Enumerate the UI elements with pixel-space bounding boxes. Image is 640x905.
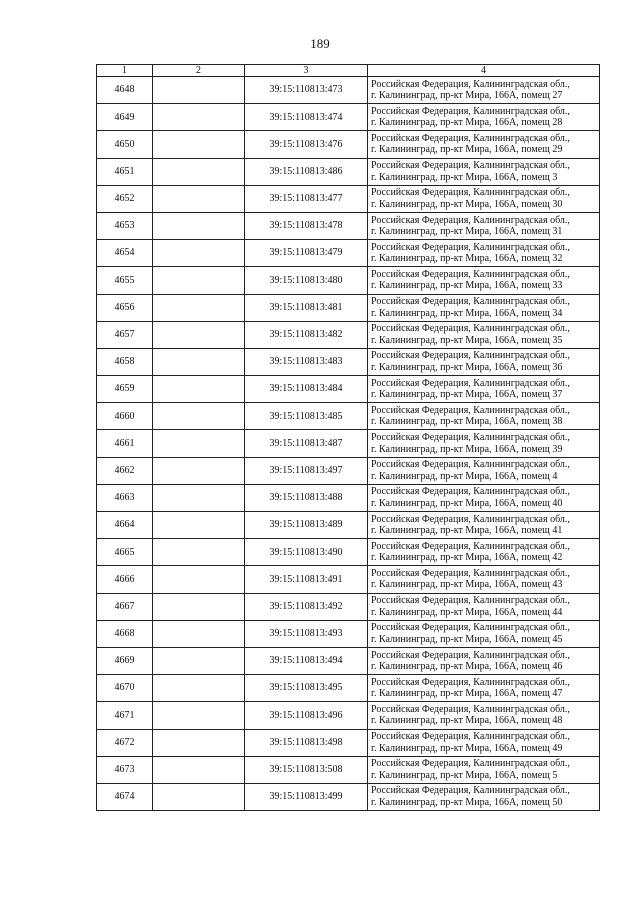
row-col-2 <box>153 376 245 403</box>
table-row <box>97 240 600 267</box>
address-line-1: Российская Федерация, Калининградская обл., <box>371 595 570 607</box>
address-cell <box>368 212 600 239</box>
address-line-2: г. Калининград, пр-кт Мира, 166А, помещ 27 <box>371 90 563 102</box>
row-number: 4649 <box>97 104 153 131</box>
address-line-2: г. Калининград, пр-кт Мира, 166А, помещ 30 <box>371 198 563 210</box>
row-number: 4667 <box>97 593 153 620</box>
table-body <box>97 77 600 811</box>
row-number: 4651 <box>97 158 153 185</box>
table-row <box>97 294 600 321</box>
address-cell <box>368 647 600 674</box>
row-col-2 <box>153 267 245 294</box>
address-line-2: г. Калининград, пр-кт Мира, 166А, помещ 40 <box>371 497 563 509</box>
row-number: 4652 <box>97 185 153 212</box>
address-line-2: г. Калининград, пр-кт Мира, 166А, помещ 49 <box>371 742 563 754</box>
table-row <box>97 783 600 810</box>
cadastral-number: 39:15:110813:497 <box>245 457 368 484</box>
row-number: 4656 <box>97 294 153 321</box>
address-line-1: Российская Федерация, Калининградская обл., <box>371 567 570 579</box>
address-line-2: г. Калининград, пр-кт Мира, 166А, помещ 46 <box>371 661 563 673</box>
address-line-1: Российская Федерация, Калининградская обл., <box>371 731 570 743</box>
address-line-1: Российская Федерация, Калининградская обл., <box>371 758 570 770</box>
address-line-1: Российская Федерация, Калининградская обл., <box>371 404 570 416</box>
address-line-2: г. Калининград, пр-кт Мира, 166А, помещ 32 <box>371 253 563 265</box>
row-col-2 <box>153 620 245 647</box>
row-number: 4665 <box>97 539 153 566</box>
address-cell <box>368 484 600 511</box>
address-line-1: Российская Федерация, Калининградская обл., <box>371 785 570 797</box>
row-col-2 <box>153 512 245 539</box>
cadastral-number: 39:15:110813:494 <box>245 647 368 674</box>
cadastral-number: 39:15:110813:508 <box>245 756 368 783</box>
table-row <box>97 158 600 185</box>
address-line-2: г. Калининград, пр-кт Мира, 166А, помещ 38 <box>371 416 563 428</box>
row-number: 4661 <box>97 430 153 457</box>
cadastral-number: 39:15:110813:473 <box>245 77 368 104</box>
cadastral-number: 39:15:110813:486 <box>245 158 368 185</box>
page-number: 189 <box>310 36 330 51</box>
cadastral-number: 39:15:110813:476 <box>245 131 368 158</box>
cadastral-number: 39:15:110813:480 <box>245 267 368 294</box>
header-col-3: 3 <box>245 65 368 77</box>
address-cell <box>368 539 600 566</box>
table-row <box>97 430 600 457</box>
address-cell <box>368 321 600 348</box>
address-cell <box>368 294 600 321</box>
table-row <box>97 620 600 647</box>
address-cell <box>368 131 600 158</box>
address-line-1: Российская Федерация, Калининградская обл., <box>371 459 570 471</box>
address-cell <box>368 185 600 212</box>
table-row <box>97 131 600 158</box>
address-cell <box>368 430 600 457</box>
address-line-1: Российская Федерация, Калининградская обл., <box>371 187 570 199</box>
cadastral-number: 39:15:110813:481 <box>245 294 368 321</box>
address-cell <box>368 729 600 756</box>
row-col-2 <box>153 702 245 729</box>
row-number: 4653 <box>97 212 153 239</box>
address-line-1: Российская Федерация, Калининградская обл., <box>371 105 570 117</box>
row-col-2 <box>153 647 245 674</box>
address-cell <box>368 756 600 783</box>
cadastral-number: 39:15:110813:477 <box>245 185 368 212</box>
row-number: 4673 <box>97 756 153 783</box>
cadastral-number: 39:15:110813:495 <box>245 675 368 702</box>
row-number: 4662 <box>97 457 153 484</box>
table-row <box>97 457 600 484</box>
cadastral-number: 39:15:110813:488 <box>245 484 368 511</box>
address-line-1: Российская Федерация, Калининградская обл., <box>371 540 570 552</box>
cadastral-number: 39:15:110813:474 <box>245 104 368 131</box>
row-col-2 <box>153 348 245 375</box>
address-line-2: г. Калининград, пр-кт Мира, 166А, помещ 35 <box>371 334 563 346</box>
cadastral-number: 39:15:110813:479 <box>245 240 368 267</box>
row-number: 4669 <box>97 647 153 674</box>
address-line-2: г. Калининград, пр-кт Мира, 166А, помещ 3 <box>371 171 558 183</box>
row-number: 4654 <box>97 240 153 267</box>
row-col-2 <box>153 484 245 511</box>
row-col-2 <box>153 593 245 620</box>
table-row <box>97 539 600 566</box>
cadastral-number: 39:15:110813:491 <box>245 566 368 593</box>
address-line-1: Российская Федерация, Калининградская обл., <box>371 377 570 389</box>
table-row <box>97 593 600 620</box>
table-row <box>97 185 600 212</box>
row-col-2 <box>153 321 245 348</box>
cadastral-number: 39:15:110813:498 <box>245 729 368 756</box>
address-line-1: Российская Федерация, Калининградская обл., <box>371 513 570 525</box>
address-line-1: Российская Федерация, Калининградская обл., <box>371 649 570 661</box>
table-row <box>97 212 600 239</box>
row-number: 4666 <box>97 566 153 593</box>
registry-table <box>96 64 600 811</box>
row-col-2 <box>153 783 245 810</box>
address-cell <box>368 783 600 810</box>
row-number: 4670 <box>97 675 153 702</box>
row-col-2 <box>153 158 245 185</box>
address-line-2: г. Калининград, пр-кт Мира, 166А, помещ 42 <box>371 552 563 564</box>
address-line-2: г. Калининград, пр-кт Мира, 166А, помещ 5 <box>371 769 558 781</box>
cadastral-number: 39:15:110813:483 <box>245 348 368 375</box>
row-col-2 <box>153 430 245 457</box>
table-row <box>97 267 600 294</box>
address-cell <box>368 77 600 104</box>
cadastral-number: 39:15:110813:478 <box>245 212 368 239</box>
row-col-2 <box>153 539 245 566</box>
address-cell <box>368 566 600 593</box>
row-col-2 <box>153 403 245 430</box>
address-line-2: г. Калининград, пр-кт Мира, 166А, помещ 4 <box>371 470 558 482</box>
address-cell <box>368 593 600 620</box>
table-row <box>97 702 600 729</box>
address-line-1: Российская Федерация, Калининградская обл., <box>371 296 570 308</box>
row-col-2 <box>153 240 245 267</box>
header-col-1: 1 <box>97 65 153 77</box>
table-row <box>97 403 600 430</box>
row-col-2 <box>153 77 245 104</box>
row-number: 4655 <box>97 267 153 294</box>
table-row <box>97 104 600 131</box>
table-header <box>97 65 600 77</box>
address-line-2: г. Калининград, пр-кт Мира, 166А, помещ 33 <box>371 280 563 292</box>
address-cell <box>368 104 600 131</box>
address-line-1: Российская Федерация, Калининградская обл., <box>371 323 570 335</box>
address-line-2: г. Калининград, пр-кт Мира, 166А, помещ 44 <box>371 606 563 618</box>
address-cell <box>368 512 600 539</box>
header-col-4: 4 <box>368 65 600 77</box>
row-number: 4668 <box>97 620 153 647</box>
address-line-1: Российская Федерация, Калининградская обл., <box>371 676 570 688</box>
address-line-1: Российская Федерация, Калининградская обл., <box>371 622 570 634</box>
cadastral-number: 39:15:110813:484 <box>245 376 368 403</box>
table-row <box>97 675 600 702</box>
address-line-1: Российская Федерация, Калининградская обл., <box>371 268 570 280</box>
cadastral-number: 39:15:110813:489 <box>245 512 368 539</box>
row-col-2 <box>153 294 245 321</box>
address-line-2: г. Калининград, пр-кт Мира, 166А, помещ 50 <box>371 796 563 808</box>
address-line-1: Российская Федерация, Калининградская обл., <box>371 486 570 498</box>
address-line-2: г. Калининград, пр-кт Мира, 166А, помещ 41 <box>371 525 563 537</box>
row-col-2 <box>153 131 245 158</box>
table-row <box>97 321 600 348</box>
address-line-1: Российская Федерация, Калининградская обл., <box>371 160 570 172</box>
header-col-2: 2 <box>153 65 245 77</box>
cadastral-number: 39:15:110813:482 <box>245 321 368 348</box>
address-line-1: Российская Федерация, Калининградская обл., <box>371 214 570 226</box>
address-line-2: г. Калининград, пр-кт Мира, 166А, помещ 37 <box>371 389 563 401</box>
row-col-2 <box>153 185 245 212</box>
row-number: 4660 <box>97 403 153 430</box>
address-cell <box>368 403 600 430</box>
cadastral-number: 39:15:110813:499 <box>245 783 368 810</box>
row-number: 4658 <box>97 348 153 375</box>
address-cell <box>368 702 600 729</box>
address-line-1: Российская Федерация, Калининградская обл., <box>371 78 570 90</box>
address-cell <box>368 158 600 185</box>
address-line-2: г. Калининград, пр-кт Мира, 166А, помещ 28 <box>371 117 563 129</box>
row-col-2 <box>153 212 245 239</box>
row-number: 4659 <box>97 376 153 403</box>
address-cell <box>368 348 600 375</box>
cadastral-number: 39:15:110813:493 <box>245 620 368 647</box>
address-cell <box>368 620 600 647</box>
cadastral-number: 39:15:110813:485 <box>245 403 368 430</box>
address-line-2: г. Калининград, пр-кт Мира, 166А, помещ 47 <box>371 688 563 700</box>
row-col-2 <box>153 104 245 131</box>
address-line-1: Российская Федерация, Калининградская обл., <box>371 241 570 253</box>
table-row <box>97 647 600 674</box>
table-row <box>97 376 600 403</box>
table-row <box>97 77 600 104</box>
table-row <box>97 348 600 375</box>
address-line-2: г. Калининград, пр-кт Мира, 166А, помещ 45 <box>371 633 563 645</box>
row-number: 4650 <box>97 131 153 158</box>
row-number: 4648 <box>97 77 153 104</box>
row-number: 4671 <box>97 702 153 729</box>
address-cell <box>368 267 600 294</box>
address-line-2: г. Калининград, пр-кт Мира, 166А, помещ 36 <box>371 361 563 373</box>
cadastral-number: 39:15:110813:492 <box>245 593 368 620</box>
row-number: 4672 <box>97 729 153 756</box>
row-col-2 <box>153 756 245 783</box>
row-col-2 <box>153 675 245 702</box>
address-line-2: г. Калининград, пр-кт Мира, 166А, помещ 43 <box>371 579 563 591</box>
header-row <box>97 65 600 77</box>
table-row <box>97 566 600 593</box>
row-col-2 <box>153 566 245 593</box>
cadastral-number: 39:15:110813:490 <box>245 539 368 566</box>
cadastral-number: 39:15:110813:487 <box>245 430 368 457</box>
row-col-2 <box>153 729 245 756</box>
row-number: 4663 <box>97 484 153 511</box>
address-line-1: Российская Федерация, Калининградская обл., <box>371 132 570 144</box>
address-line-1: Российская Федерация, Калининградская обл., <box>371 432 570 444</box>
address-line-2: г. Калининград, пр-кт Мира, 166А, помещ 48 <box>371 715 563 727</box>
row-number: 4657 <box>97 321 153 348</box>
cadastral-number: 39:15:110813:496 <box>245 702 368 729</box>
address-line-2: г. Калининград, пр-кт Мира, 166А, помещ 39 <box>371 443 563 455</box>
row-col-2 <box>153 457 245 484</box>
table-row <box>97 512 600 539</box>
row-number: 4674 <box>97 783 153 810</box>
table-row <box>97 729 600 756</box>
table-row <box>97 756 600 783</box>
address-cell <box>368 240 600 267</box>
address-cell <box>368 457 600 484</box>
address-line-1: Российская Федерация, Калининградская обл., <box>371 703 570 715</box>
row-number: 4664 <box>97 512 153 539</box>
address-cell <box>368 675 600 702</box>
address-line-2: г. Калининград, пр-кт Мира, 166А, помещ 29 <box>371 144 563 156</box>
address-cell <box>368 376 600 403</box>
table-row <box>97 484 600 511</box>
address-line-2: г. Калининград, пр-кт Мира, 166А, помещ 31 <box>371 226 563 238</box>
address-line-1: Российская Федерация, Калининградская обл., <box>371 350 570 362</box>
address-line-2: г. Калининград, пр-кт Мира, 166А, помещ 34 <box>371 307 563 319</box>
